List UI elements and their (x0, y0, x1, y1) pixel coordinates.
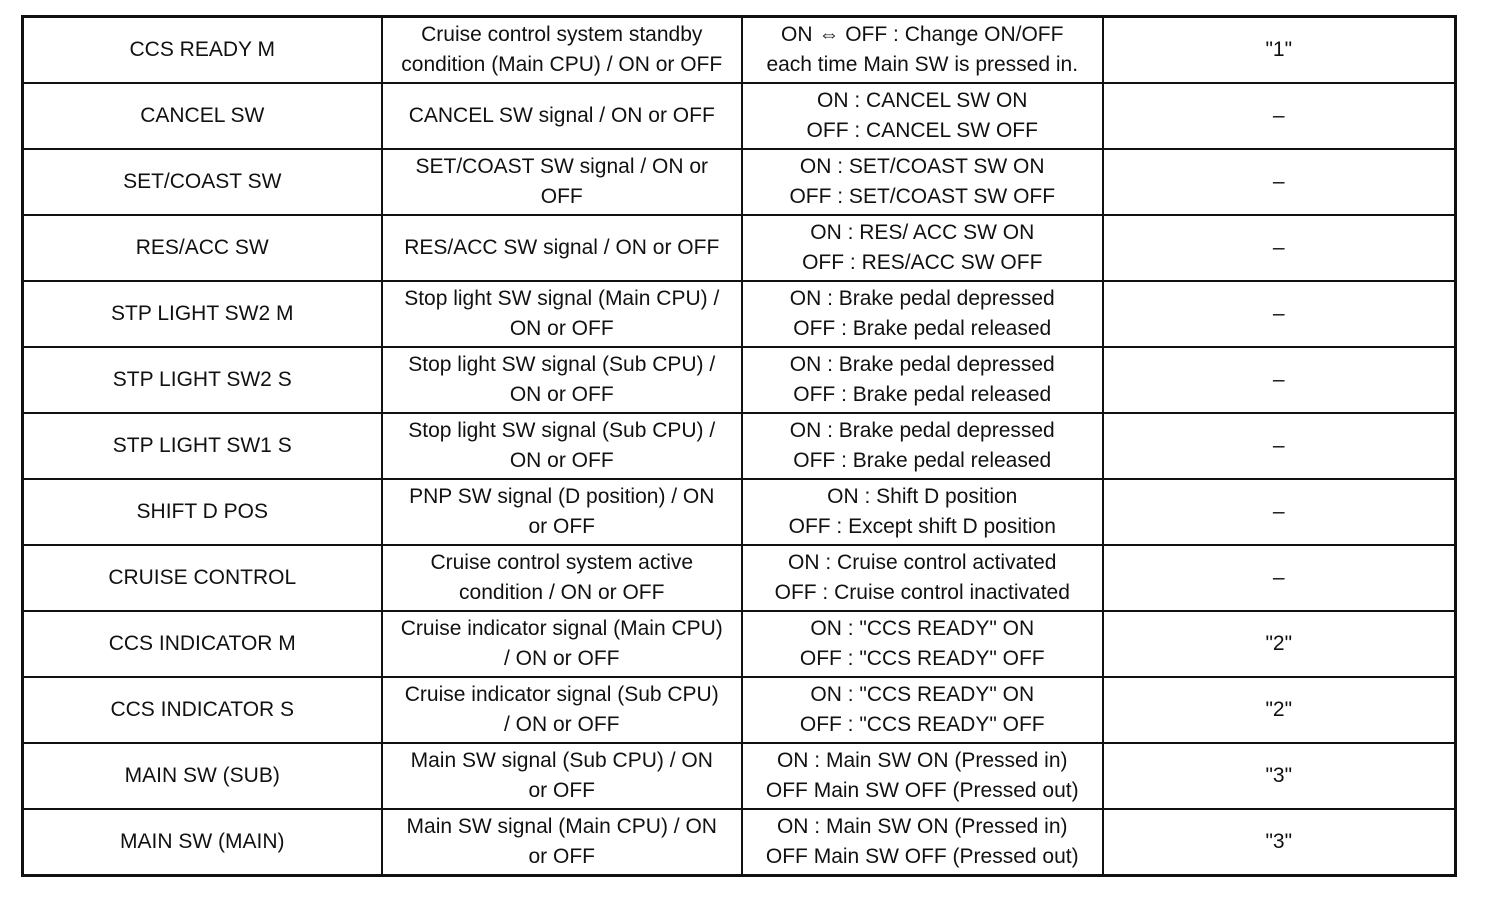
display-description-line: PNP SW signal (D position) / ON (409, 485, 715, 508)
table-row (23, 17, 1456, 84)
value-condition-line: ON : Brake pedal depressed (789, 353, 1055, 376)
display-description-cell (382, 479, 743, 545)
data-list-table-body (23, 17, 1456, 876)
display-description-line: / ON or OFF (504, 713, 620, 736)
reference-cell: – (1103, 83, 1456, 149)
display-description-line: SET/COAST SW signal / ON or (415, 155, 708, 178)
monitor-item-cell: CRUISE CONTROL (23, 545, 382, 611)
display-description-cell (382, 83, 743, 149)
value-condition-line: ON : "CCS READY" ON (810, 617, 1035, 640)
display-description-cell (382, 545, 743, 611)
display-description-cell (382, 743, 743, 809)
value-condition-cell (742, 17, 1103, 84)
reference-cell: – (1103, 413, 1456, 479)
table-row (23, 149, 1456, 215)
display-description-cell (382, 215, 743, 281)
display-description-line: ON or OFF (509, 383, 614, 406)
monitor-item-cell: RES/ACC SW (23, 215, 382, 281)
value-condition-line: ON : Cruise control activated (788, 551, 1057, 574)
display-description-line: Main SW signal (Sub CPU) / ON (410, 749, 713, 772)
display-description-line: or OFF (528, 779, 595, 802)
value-condition-line: each time Main SW is pressed in. (766, 53, 1079, 76)
monitor-item-cell: MAIN SW (MAIN) (23, 809, 382, 876)
reference-cell: – (1103, 215, 1456, 281)
table-row (23, 611, 1456, 677)
monitor-item-cell: MAIN SW (SUB) (23, 743, 382, 809)
value-condition-line: ON : Brake pedal depressed (789, 419, 1055, 442)
value-condition-cell (742, 215, 1103, 281)
display-description-line: Stop light SW signal (Main CPU) / (404, 287, 720, 310)
display-description-line: Cruise control system active (430, 551, 694, 574)
value-condition-line: ON ⇔ OFF : Change ON/OFF (781, 23, 1064, 46)
table-row (23, 83, 1456, 149)
reference-cell: – (1103, 545, 1456, 611)
reference-cell: "2" (1103, 611, 1456, 677)
display-description-cell (382, 281, 743, 347)
display-description-line: Stop light SW signal (Sub CPU) / (408, 353, 716, 376)
display-description-line: Cruise control system standby (421, 23, 703, 46)
value-condition-cell (742, 413, 1103, 479)
value-condition-line: OFF : RES/ACC SW OFF (802, 251, 1043, 274)
value-condition-line: OFF : Brake pedal released (793, 383, 1052, 406)
display-description-line: condition / ON or OFF (459, 581, 665, 604)
display-description-line: condition (Main CPU) / ON or OFF (401, 53, 723, 76)
value-condition-line: ON : "CCS READY" ON (810, 683, 1035, 706)
value-condition-cell (742, 149, 1103, 215)
value-condition-line: OFF : Brake pedal released (793, 317, 1052, 340)
display-description-line: Cruise indicator signal (Main CPU) (400, 617, 723, 640)
table-row (23, 281, 1456, 347)
monitor-item-cell: SET/COAST SW (23, 149, 382, 215)
display-description-line: OFF (540, 185, 583, 208)
value-condition-cell (742, 611, 1103, 677)
reference-cell: "3" (1103, 743, 1456, 809)
value-condition-cell (742, 281, 1103, 347)
value-condition-line: ON : Brake pedal depressed (789, 287, 1055, 310)
value-condition-line: OFF : CANCEL SW OFF (806, 119, 1038, 142)
table-row (23, 479, 1456, 545)
table-row (23, 809, 1456, 876)
reference-cell: "3" (1103, 809, 1456, 876)
value-condition-line: OFF Main SW OFF (Pressed out) (765, 845, 1079, 868)
value-condition-line: OFF Main SW OFF (Pressed out) (765, 779, 1079, 802)
value-condition-line: OFF : Except shift D position (788, 515, 1056, 538)
display-description-cell (382, 17, 743, 84)
reference-cell: – (1103, 281, 1456, 347)
data-list-table (21, 15, 1457, 877)
display-description-line: RES/ACC SW signal / ON or OFF (404, 236, 720, 259)
reference-cell: – (1103, 149, 1456, 215)
data-list-sheet (21, 15, 1457, 877)
value-condition-line: ON : Main SW ON (Pressed in) (776, 749, 1068, 772)
value-condition-cell (742, 809, 1103, 876)
value-condition-cell (742, 743, 1103, 809)
display-description-line: ON or OFF (509, 449, 614, 472)
monitor-item-cell: CCS READY M (23, 17, 382, 84)
value-condition-line: ON : Shift D position (827, 485, 1018, 508)
monitor-item-cell: STP LIGHT SW2 M (23, 281, 382, 347)
value-condition-cell (742, 347, 1103, 413)
display-description-cell (382, 413, 743, 479)
display-description-line: or OFF (528, 845, 595, 868)
value-condition-line: OFF : Brake pedal released (793, 449, 1052, 472)
value-condition-cell (742, 545, 1103, 611)
display-description-line: Stop light SW signal (Sub CPU) / (408, 419, 716, 442)
reference-cell: – (1103, 347, 1456, 413)
display-description-cell (382, 347, 743, 413)
display-description-line: or OFF (528, 515, 595, 538)
value-condition-cell (742, 677, 1103, 743)
value-condition-line: ON : RES/ ACC SW ON (810, 221, 1035, 244)
reference-cell: "2" (1103, 677, 1456, 743)
value-condition-line: ON : CANCEL SW ON (817, 89, 1028, 112)
table-row (23, 215, 1456, 281)
display-description-cell (382, 677, 743, 743)
display-description-cell (382, 809, 743, 876)
display-description-line: Main SW signal (Main CPU) / ON (406, 815, 717, 838)
monitor-item-cell: STP LIGHT SW2 S (23, 347, 382, 413)
table-row (23, 347, 1456, 413)
value-condition-line: OFF : SET/COAST SW OFF (789, 185, 1056, 208)
reference-cell: "1" (1103, 17, 1456, 84)
monitor-item-cell: CANCEL SW (23, 83, 382, 149)
value-condition-line: OFF : "CCS READY" OFF (799, 647, 1045, 670)
value-condition-line: OFF : Cruise control inactivated (774, 581, 1070, 604)
display-description-line: Cruise indicator signal (Sub CPU) (404, 683, 719, 706)
display-description-line: CANCEL SW signal / ON or OFF (408, 104, 715, 127)
value-condition-line: ON : Main SW ON (Pressed in) (776, 815, 1068, 838)
value-condition-line: OFF : "CCS READY" OFF (799, 713, 1045, 736)
value-condition-cell (742, 479, 1103, 545)
table-row (23, 413, 1456, 479)
table-row (23, 677, 1456, 743)
monitor-item-cell: STP LIGHT SW1 S (23, 413, 382, 479)
table-row (23, 545, 1456, 611)
monitor-item-cell: CCS INDICATOR S (23, 677, 382, 743)
monitor-item-cell: SHIFT D POS (23, 479, 382, 545)
display-description-line: ON or OFF (509, 317, 614, 340)
monitor-item-cell: CCS INDICATOR M (23, 611, 382, 677)
value-condition-line: ON : SET/COAST SW ON (799, 155, 1045, 178)
display-description-cell (382, 611, 743, 677)
display-description-cell (382, 149, 743, 215)
table-row (23, 743, 1456, 809)
value-condition-cell (742, 83, 1103, 149)
reference-cell: – (1103, 479, 1456, 545)
display-description-line: / ON or OFF (504, 647, 620, 670)
